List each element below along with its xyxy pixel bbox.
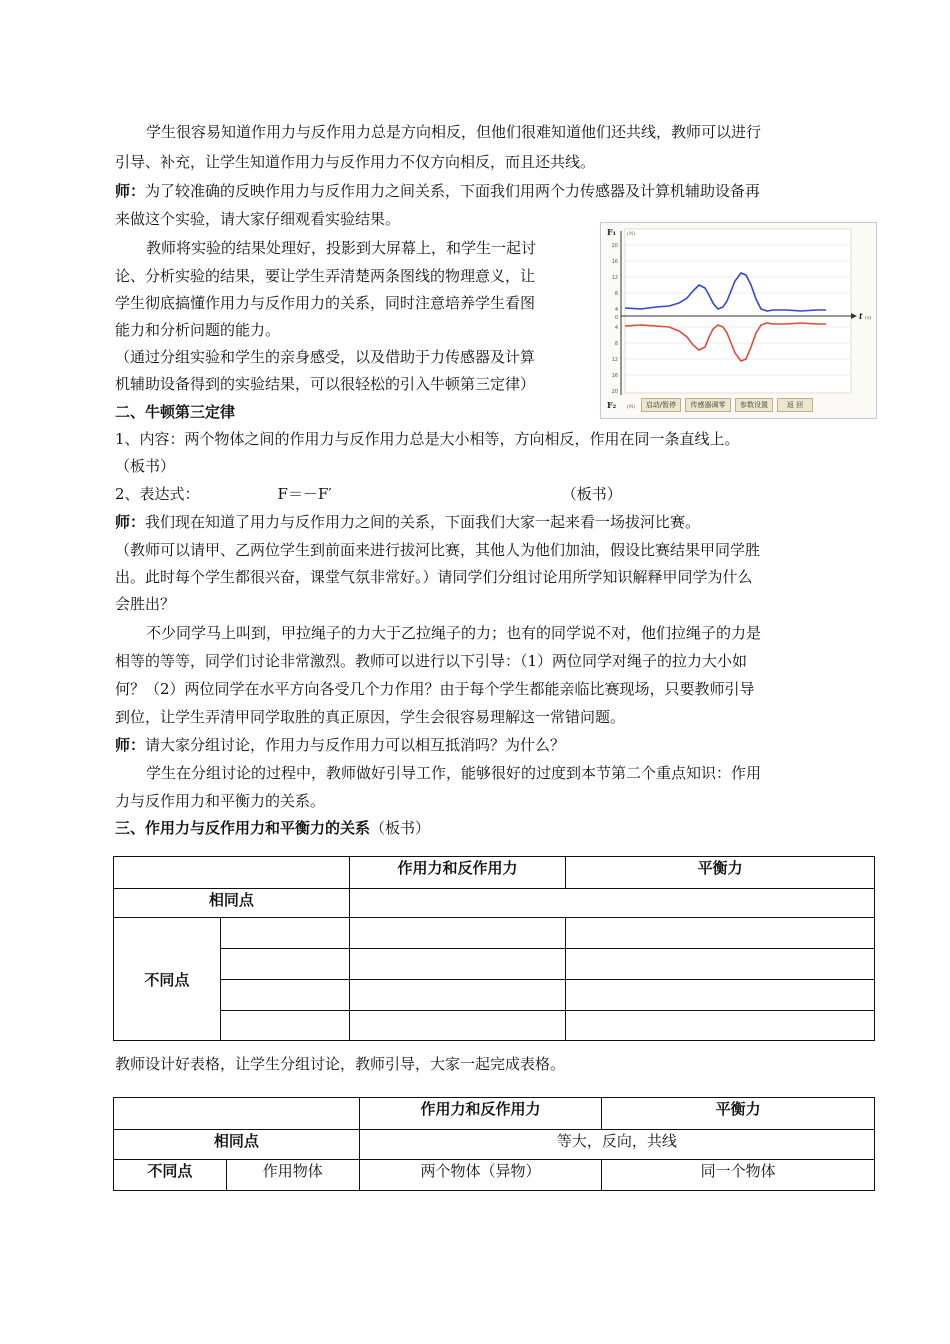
comparison-table-blank: [113, 856, 875, 1041]
paragraph-6-line-2: 出。此时每个学生都很兴奋，课堂气氛非常好。）请同学们分组讨论用所学知识解释甲同学为什么: [115, 568, 753, 586]
table1-row-same: 相同点: [114, 889, 350, 918]
return-button[interactable]: 返 回: [777, 398, 813, 412]
tick-label-bottom-20: 20: [611, 389, 618, 395]
tick-label-bottom-4: 4: [614, 325, 618, 331]
table2-header-action-reaction: 作用力和反作用力: [359, 1098, 602, 1130]
paragraph-2-line-1: [115, 181, 760, 201]
tick-label-top-20: 20: [611, 243, 618, 249]
tick-label-bottom-16: 16: [611, 373, 618, 379]
tick-label-top-16: 16: [611, 259, 618, 265]
tick-label-top-4: 4: [614, 307, 618, 313]
f1-unit: (N): [627, 231, 636, 237]
section-3-note: （板书）: [370, 819, 431, 837]
table2-same-value: 等大，反向，共线: [359, 1130, 874, 1160]
table1-cell: [349, 949, 566, 980]
expression-label: 2、表达式：: [115, 485, 200, 503]
paragraph-6-line-3: 会胜出？: [115, 595, 176, 613]
paragraph-7-line-1: 不少同学马上叫到，甲拉绳子的力大于乙拉绳子的力；也有的同学说不对，他们拉绳子的力是: [146, 624, 762, 642]
tick-label-zero: 0: [614, 315, 618, 321]
table1-cell: [220, 949, 349, 980]
tick-label-bottom-12: 12: [611, 357, 618, 363]
paragraph-2-text: 为了较准确的反映作用力与反作用力之间关系，下面我们用两个力传感器及计算机辅助设备再: [145, 182, 761, 200]
table2-diff-action-reaction: 两个物体（异物）: [359, 1160, 602, 1191]
table1-cell: [220, 918, 349, 949]
table1-cell: [349, 1011, 566, 1041]
paragraph-4-line-1: （通过分组实验和学生的亲身感受，以及借助于力传感器及计算: [115, 348, 536, 366]
table2-row-diff: 不同点: [114, 1160, 227, 1191]
teacher-label: 师：: [115, 513, 146, 531]
t-unit: (s): [865, 315, 872, 321]
start-pause-button[interactable]: 启动/暂停: [641, 398, 681, 412]
paragraph-3-line-3: 学生彻底搞懂作用力与反作用力的关系，同时注意培养学生看图: [115, 294, 536, 312]
table1-cell: [566, 918, 875, 949]
paragraph-3-line-1: 教师将实验的结果处理好，投影到大屏幕上，和学生一起讨: [146, 239, 537, 257]
f2-unit: (N): [627, 404, 636, 410]
paragraph-3-line-4: 能力和分析问题的能力。: [115, 321, 281, 339]
section-2-heading: 二、牛顿第三定律: [115, 403, 236, 421]
table1-cell: [566, 949, 875, 980]
time-axis-arrow-icon: [851, 313, 857, 319]
teacher-label: 师：: [115, 736, 146, 754]
paragraph-7-line-4: 到位，让学生弄清甲同学取胜的真正原因，学生会很容易理解这一常错问题。: [115, 708, 626, 726]
expression-line: [115, 484, 622, 504]
table1-cell: [220, 1011, 349, 1041]
table1-row-diff: 不同点: [114, 918, 221, 1041]
paragraph-7-line-2: 相等的等等，同学们讨论非常激烈。教师可以进行以下引导：（1）两位同学对绳子的拉力大小如: [115, 652, 748, 670]
table1-cell: [349, 918, 566, 949]
paragraph-2-line-2: 来做这个实验，请大家仔细观看实验结果。: [115, 210, 401, 228]
expression-formula: F＝－F′: [277, 485, 332, 503]
table2-corner: [114, 1098, 360, 1130]
force-graph-svg: [601, 223, 876, 418]
table1-cell-same: [349, 889, 874, 918]
table2-header-balanced: 平衡力: [602, 1098, 875, 1130]
paragraph-9-line-2: 力与反作用力和平衡力的关系。: [115, 792, 326, 810]
paragraph-5-text: 我们现在知道了用力与反作用力之间的关系，下面我们大家一起来看一场拔河比赛。: [145, 513, 701, 531]
paragraph-7-line-3: 何？（2）两位同学在水平方向各受几个力作用？由于每个学生都能亲临比赛现场，只要教师引导: [115, 680, 755, 698]
section-3-title: 三、作用力与反作用力和平衡力的关系: [115, 819, 371, 837]
section-3-heading: [115, 818, 430, 838]
expression-note: （板书）: [561, 485, 622, 503]
paragraph-1-line-1: 学生很容易知道作用力与反作用力总是方向相反，但他们很难知道他们还共线，教师可以进行: [146, 123, 762, 141]
teacher-label: 师：: [115, 182, 146, 200]
comparison-table-filled: [113, 1097, 875, 1191]
table1-cell: [566, 980, 875, 1011]
table2-diff-item: 作用物体: [226, 1160, 359, 1191]
table1-header-action-reaction: 作用力和反作用力: [349, 857, 566, 889]
table1-header-balanced: 平衡力: [566, 857, 875, 889]
table1-cell: [566, 1011, 875, 1041]
content-line-1: 1、内容：两个物体之间的作用力与反作用力总是大小相等，方向相反，作用在同一条直线上。: [115, 430, 740, 448]
table1-cell: [220, 980, 349, 1011]
sensor-zero-button[interactable]: 传感器调零: [685, 398, 731, 412]
paragraph-6-line-1: （教师可以请甲、乙两位学生到前面来进行拔河比赛，其他人为他们加油，假设比赛结果甲同学胜: [115, 541, 761, 559]
paragraph-4-line-2: 机辅助设备得到的实验结果，可以很轻松的引入牛顿第三定律）: [115, 375, 536, 393]
tick-label-top-12: 12: [611, 275, 618, 281]
paragraph-9-line-1: 学生在分组讨论的过程中，教师做好引导工作，能够很好的过度到本节第二个重点知识：作用: [146, 764, 762, 782]
paragraph-8: [115, 735, 565, 755]
tick-label-top-8: 8: [614, 291, 618, 297]
parameter-settings-button[interactable]: 参数设置: [735, 398, 773, 412]
f2-label: F₂: [607, 400, 617, 410]
after-table-text: 教师设计好表格，让学生分组讨论，教师引导，大家一起完成表格。: [115, 1055, 566, 1073]
table2-row-same: 相同点: [114, 1130, 360, 1160]
t-label: t: [859, 311, 863, 321]
table2-diff-balanced: 同一个物体: [602, 1160, 875, 1191]
tick-label-bottom-8: 8: [614, 341, 618, 347]
table1-cell: [349, 980, 566, 1011]
paragraph-5: [115, 512, 700, 532]
content-line-2: （板书）: [115, 457, 176, 475]
table1-corner: [114, 857, 350, 889]
paragraph-8-text: 请大家分组讨论，作用力与反作用力可以相互抵消吗？为什么？: [145, 736, 566, 754]
force-sensor-graph: [600, 222, 877, 419]
f1-label: F₁: [607, 227, 617, 237]
paragraph-1-line-2: 引导、补充，让学生知道作用力与反作用力不仅方向相反，而且还共线。: [115, 153, 596, 171]
paragraph-3-line-2: 论、分析实验的结果，要让学生弄清楚两条图线的物理意义，让: [115, 267, 536, 285]
